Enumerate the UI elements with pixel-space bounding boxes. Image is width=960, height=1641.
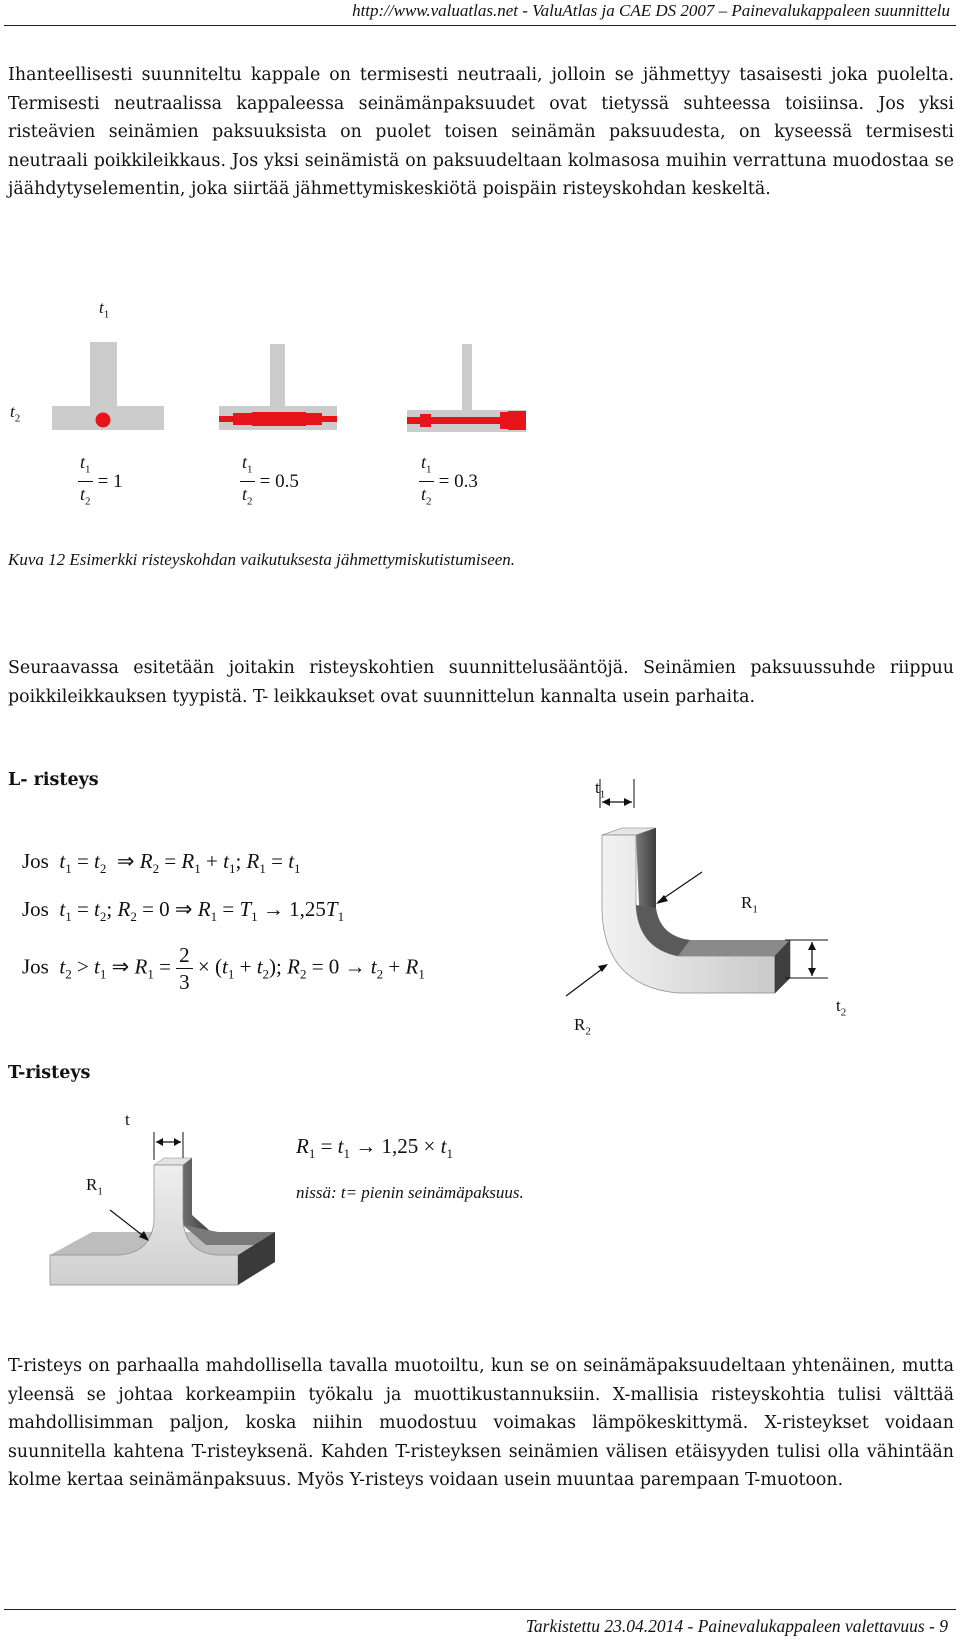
section-intro-paragraph: Seuraavassa esitetään joitakin risteyskohtien suunnittelusääntöjä. Seinämien paksuussuhde riippuu poikkileikkauksen tyypistä. T- leikkaukset ovat suunnittelun kannalta usein parhaita. [8,658,954,707]
fig12-ratio-03: $\frac{t_1}{t_2}$ = 0.3 [421,452,478,508]
closing-paragraph: T-risteys on parhaalla mahdollisella tavalla muotoiltu, kun se on seinämäpaksuudeltaan yhtenäinen, mutta yleensä se johtaa korkeampiin työkalu ja muottikustannuksiin. X-mallisia risteyskohtia tulisi välttää mahdollisimman paljon, koska niihin muodostuu voimakas lämpökeskittymä. X-risteykset voidaan suunnitella kahtena T-risteyksenä. Kahden T-risteyksen seinämien välisen etäisyyden tulisi olla vähintään kolme kertaa seinämänpaksuus. Myös Y-risteys voidaan usein muuntaa parempaan T-muotoon. [8,1356,954,1491]
fig12-label-t2: $t_2$ [10,402,21,425]
footer-rule [4,1609,956,1610]
fig12-label-t1: $t_1$ [99,298,110,321]
l-joint-rule-2: Jos $t_1 = t_2$; $R_2 = 0$ ⇒ $R_1 = T_1 \to 1,25T_1$ [22,897,345,925]
l-joint-label-t2: $t_2$ [836,996,847,1019]
fig12-ratio-1: $\frac{t_1}{t_2}$ = 1 [80,452,123,508]
header-rule [4,25,956,26]
l-joint-rule-3: Jos $t_2 > t_1$ ⇒ $R_1$ = $\frac{2}{3}$ × $(t_1 + t_2)$; $R_2 = 0 \to t_2 + R_1$ [22,943,425,994]
fig12-part-ratio-1 [52,342,164,430]
l-joint-label-t1: $t_1$ [595,778,606,801]
l-joint-label-r2: $R_2$ [574,1015,591,1038]
figure-caption: Kuva 12 Esimerkki risteyskohdan vaikutuksesta jähmettymiskutistumiseen. [8,550,516,569]
l-joint-heading: L- risteys [8,770,99,790]
t-joint-figure [40,1120,310,1295]
t-joint-formula: $R_1 = t_1 \to 1,25 \times t_1$ [296,1134,453,1162]
fig12-ratio-05: $\frac{t_1}{t_2}$ = 0.5 [242,452,299,508]
page-footer: Tarkistettu 23.04.2014 - Painevalukappaleen valettavuus - 9 [525,1616,948,1636]
t-joint-label-t: t [125,1110,130,1129]
fig12-part-ratio-03 [407,344,526,432]
t-joint-note: nissä: t= pienin seinämäpaksuus. [296,1183,524,1202]
l-joint-rule-1: Jos $t_1 = t_2$ ⇒ $R_2 = R_1 + t_1$; $R_1 = t_1$ [22,849,301,877]
fig12-part-ratio-05 [219,344,337,430]
l-joint-label-r1: $R_1$ [741,893,758,916]
t-joint-label-r1: $R_1$ [86,1175,103,1198]
t-joint-heading: T-risteys [8,1063,91,1083]
intro-paragraph: Ihanteellisesti suunniteltu kappale on termisesti neutraali, jolloin se jähmettyy tasaisesti joka puolelta. Termisesti neutraalissa kappaleessa seinämänpaksuudet ovat tietyssä suhteessa toisiinsa. Jos yksi risteävien seinämien paksuuksista on puolet toisen seinämän paksuudesta, on kyseessä termisesti neutraali poikkileikkaus. Jos yksi seinämistä on paksuudeltaan kolmasosa muihin verrattuna muodostaa se jäähdytyselementin, joka siirtää jähmettymiskeskiötä poispäin risteyskohdan keskeltä. [8,65,954,200]
l-joint-figure [560,760,860,1040]
fig12-diagrams [0,330,560,440]
page-header: http://www.valuatlas.net - ValuAtlas ja CAE DS 2007 – Painevalukappaleen suunnittelu [352,1,950,20]
fig12-hotspot-1 [96,413,111,428]
